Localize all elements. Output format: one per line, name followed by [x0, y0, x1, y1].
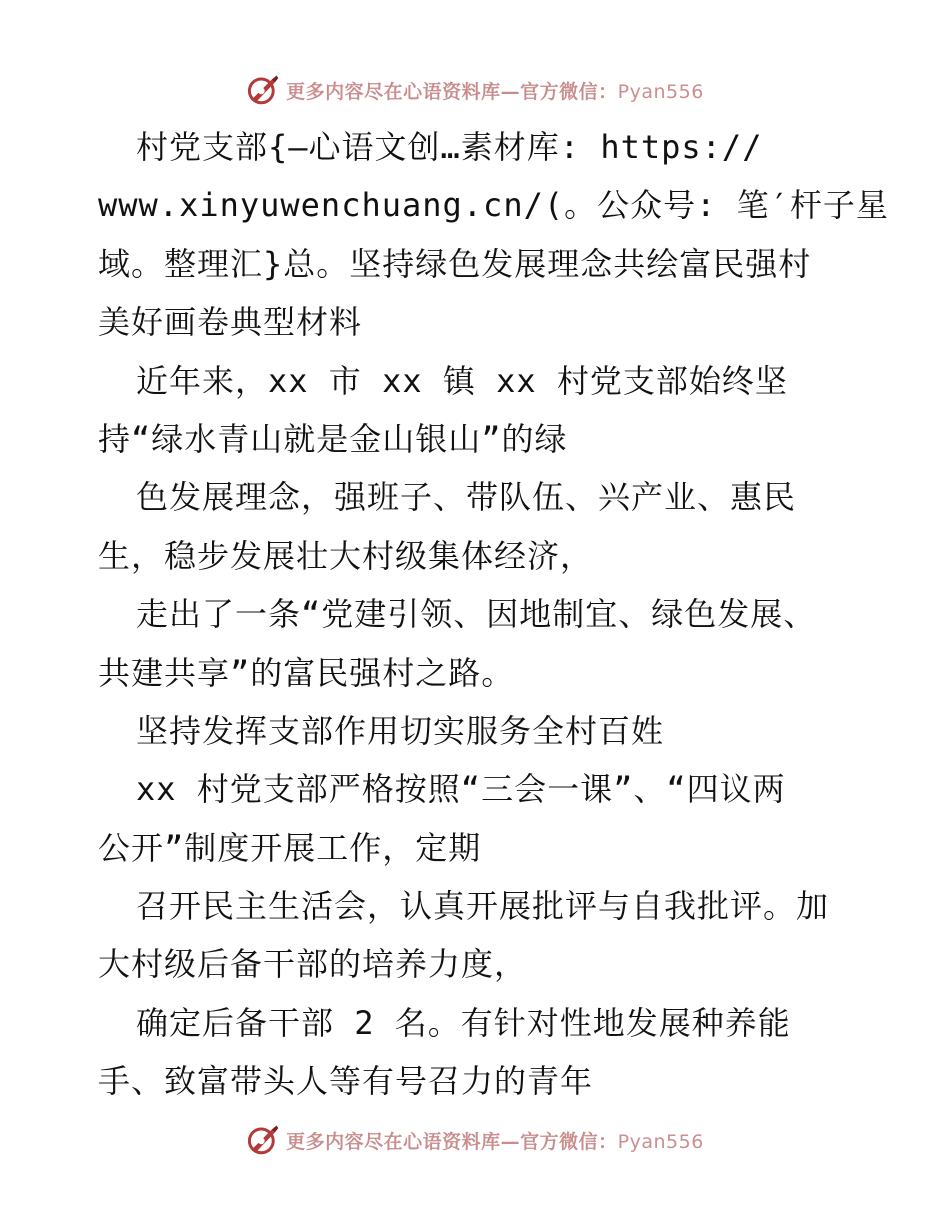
text-line: 召开民主生活会，认真开展批评与自我批评。加 — [136, 887, 830, 926]
text-line: 走出了一条“党建引领、因地制宜、绿色发展、 — [136, 595, 817, 634]
text-line: 公开”制度开展工作，定期 — [98, 828, 482, 867]
text-line: 美好画卷典型材料 — [98, 303, 363, 342]
header-banner-text: 更多内容尽在心语资料库—官方微信：Pyan556 — [286, 80, 704, 103]
footer-banner — [0, 1120, 950, 1160]
text-line: 确定后备干部 2 名。有针对性地发展种养能 — [136, 1003, 791, 1042]
text-line: 手、致富带头人等有号召力的青年 — [98, 1062, 594, 1101]
document-body — [98, 118, 889, 1111]
text-line: 村党支部{—心语文创…素材库: https:// — [136, 128, 763, 166]
text-line: 色发展理念，强班子、带队伍、兴产业、惠民 — [136, 478, 797, 517]
text-line: 大村级后备干部的培养力度， — [98, 945, 528, 984]
text-line: 生，稳步发展壮大村级集体经济， — [98, 536, 594, 575]
header-banner — [0, 70, 950, 110]
text-line: 共建共享”的富民强村之路。 — [98, 653, 515, 692]
pen-logo-icon — [246, 73, 280, 107]
pen-logo-icon — [246, 1123, 280, 1157]
text-line: xx 村党支部严格按照“三会一课”、“四议两 — [136, 770, 786, 809]
text-line: www.xinyuwenchuang.cn/(。公众号: 笔′杆子星 — [98, 186, 889, 225]
text-line: 坚持发挥支部作用切实服务全村百姓 — [136, 711, 665, 750]
footer-banner-text: 更多内容尽在心语资料库—官方微信：Pyan556 — [286, 1130, 704, 1153]
text-line: 域。整理汇}总。坚持绿色发展理念共绘富民强村 — [98, 244, 812, 283]
text-line: 持“绿水青山就是金山银山”的绿 — [98, 419, 568, 458]
text-line: 近年来，xx 市 xx 镇 xx 村党支部始终坚 — [136, 361, 788, 400]
